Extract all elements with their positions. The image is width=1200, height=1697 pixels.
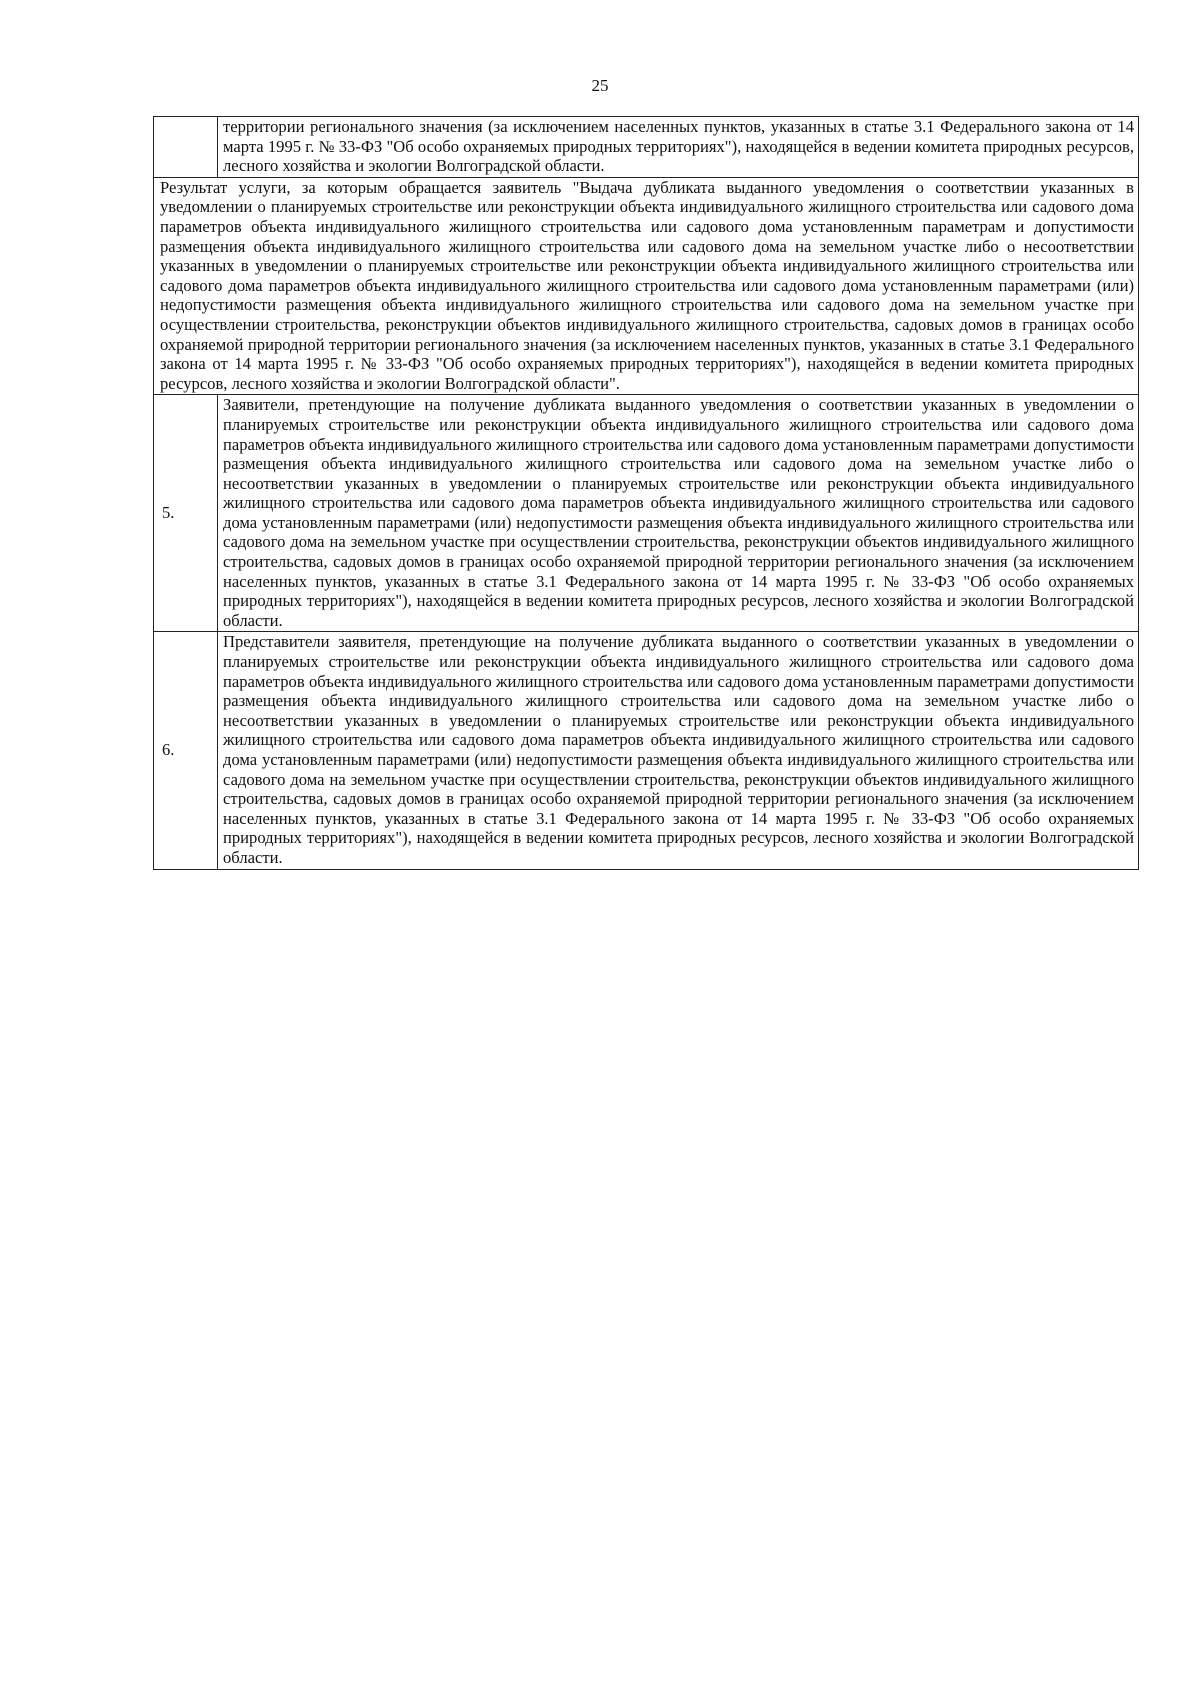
table-row [154,632,1139,869]
row-text: территории регионального значения (за исключением населенных пунктов, указанных в статье 3.1 Федерального закона от 14 марта 1995 г. № 33-ФЗ "Об особо охраняемых природных территориях"), находящейся в ведении комитета природных ресурсов, лесного хозяйства и экологии Волгоградской области. [223,117,1134,176]
service-result-cell [154,177,1139,395]
table-row [154,395,1139,632]
row-text: Представители заявителя, претендующие на получение дубликата выданного о соответствии указанных в уведомлении о планируемых строительстве или реконструкции объекта индивидуального жилищного строительства или садового дома параметров объекта индивидуального жилищного строительства или садового дома установленным параметрами допустимости размещения объекта индивидуального жилищного строительства или садового дома на земельном участке либо о несоответствии указанных в уведомлении о планируемых строительстве или реконструкции объекта индивидуального жилищного строительства или садового дома параметров объекта индивидуального жилищного строительства или садового дома установленным параметрами (или) недопустимости размещения объекта индивидуального жилищного строительства или садового дома на земельном участке при осуществлении строительства, реконструкции объектов индивидуального жилищного строительства, садовых домов в границах особо охраняемой природной территории регионального значения (за исключением населенных пунктов, указанных в статье 3.1 Федерального закона от 14 марта 1995 г. № 33-ФЗ "Об особо охраняемых природных территориях"), находящейся в ведении комитета природных ресурсов, лесного хозяйства и экологии Волгоградской области. [223,632,1134,867]
row-text: Заявители, претендующие на получение дубликата выданного уведомления о соответствии указанных в уведомлении о планируемых строительстве или реконструкции объекта индивидуального жилищного строительства или садового дома параметров объекта индивидуального жилищного строительства или садового дома установленным параметрами допустимости размещения объекта индивидуального жилищного строительства или садового дома на земельном участке либо о несоответствии указанных в уведомлении о планируемых строительстве или реконструкции объекта индивидуального жилищного строительства или садового дома параметров объекта индивидуального жилищного строительства или садового дома установленным параметрами (или) недопустимости размещения объекта индивидуального жилищного строительства или садового дома на земельном участке при осуществлении строительства, реконструкции объектов индивидуального жилищного строительства, садовых домов в границах особо охраняемой природной территории регионального значения (за исключением населенных пунктов, указанных в статье 3.1 Федерального закона от 14 марта 1995 г. № 33-ФЗ "Об особо охраняемых природных территориях"), находящейся в ведении комитета природных ресурсов, лесного хозяйства и экологии Волгоградской области. [223,395,1134,630]
row-number-cell: 6. [154,632,218,869]
row-number-cell [154,117,218,178]
service-result-text: Результат услуги, за которым обращается заявитель "Выдача дубликата выданного уведомления о соответствии указанных в уведомлении о планируемых строительстве или реконструкции объекта индивидуального жилищного строительства или садового дома параметров объекта индивидуального жилищного строительства или садового дома установленным параметрам и допустимости размещения объекта индивидуального жилищного строительства или садового дома на земельном участке либо о несоответствии указанных в уведомлении о планируемых строительстве или реконструкции объекта индивидуального жилищного строительства или садового дома параметров объекта индивидуального жилищного строительства или садового дома установленным параметрами (или) недопустимости размещения объекта индивидуального жилищного строительства или садового дома на земельном участке при осуществлении строительства, реконструкции объектов индивидуального жилищного строительства, садовых домов в границах особо охраняемой природной территории регионального значения (за исключением населенных пунктов, указанных в статье 3.1 Федерального закона от 14 марта 1995 г. № 33-ФЗ "Об особо охраняемых природных территориях"), находящейся в ведении комитета природных ресурсов, лесного хозяйства и экологии Волгоградской области". [160,177,1134,393]
table-row [154,117,1139,178]
content-table [153,116,1139,870]
row-text-cell [218,632,1139,869]
row-number-cell: 5. [154,395,218,632]
page-number: 25 [591,76,609,95]
row-text-cell [218,117,1139,178]
table-row [154,177,1139,395]
row-text-cell [218,395,1139,632]
